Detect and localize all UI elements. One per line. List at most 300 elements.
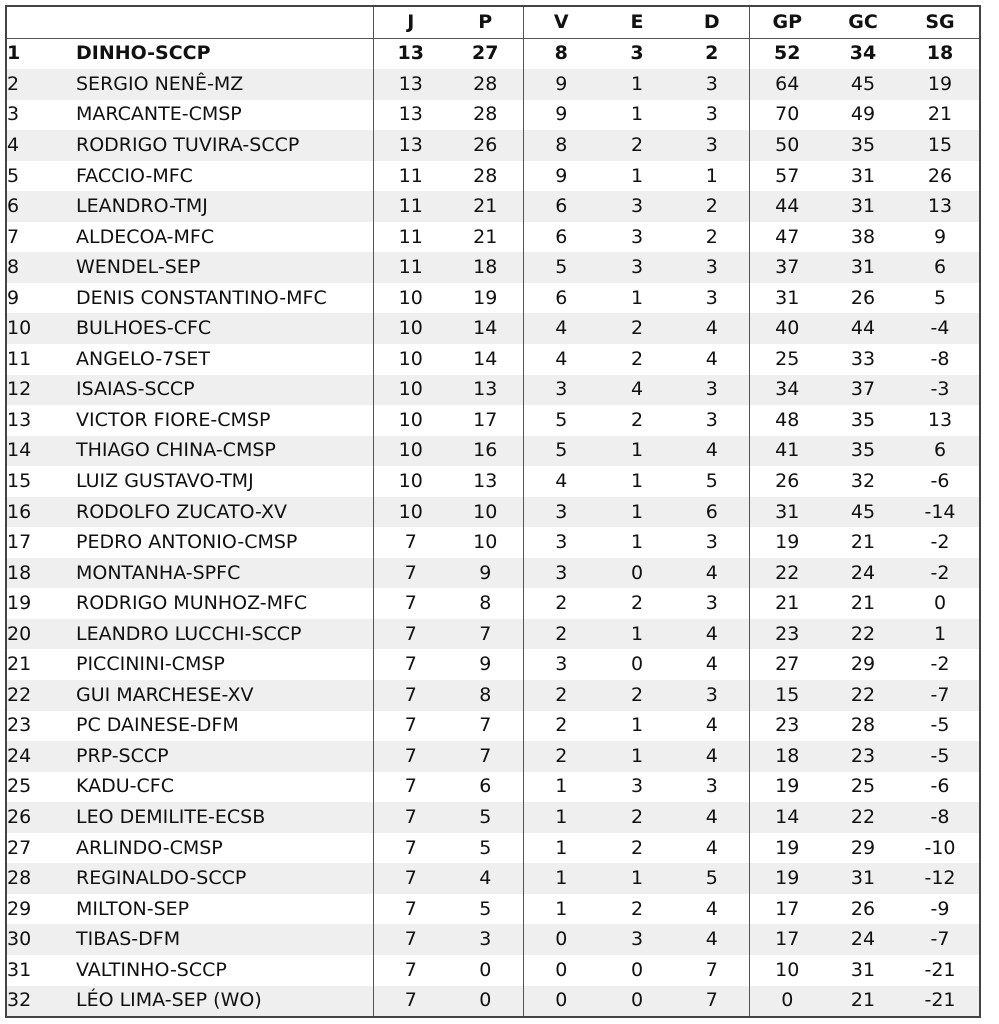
cell-name: PRP-SCCP bbox=[76, 741, 373, 772]
cell-j: 7 bbox=[373, 986, 448, 1018]
cell-gc: 37 bbox=[825, 375, 901, 406]
cell-p: 21 bbox=[473, 225, 498, 248]
cell-pos: 7 bbox=[7, 225, 20, 248]
table-row bbox=[6, 986, 980, 1018]
cell-p: 9 bbox=[448, 558, 523, 589]
cell-gp: 14 bbox=[749, 802, 825, 833]
cell-v: 6 bbox=[523, 222, 599, 253]
header-row bbox=[6, 6, 980, 38]
cell-v: 1 bbox=[523, 802, 599, 833]
cell-e: 2 bbox=[599, 130, 675, 161]
cell-v: 1 bbox=[523, 894, 599, 925]
cell-gc: 34 bbox=[849, 42, 877, 65]
header-d: D bbox=[675, 6, 749, 38]
cell-v: 6 bbox=[523, 191, 599, 222]
table-row bbox=[6, 191, 980, 222]
cell-name: PC DAINESE-DFM bbox=[76, 714, 239, 737]
cell-name: ISAIAS-SCCP bbox=[76, 375, 373, 406]
cell-sg: -7 bbox=[901, 680, 980, 711]
cell-gc: 25 bbox=[850, 775, 876, 798]
cell-j: 7 bbox=[373, 619, 448, 650]
cell-j: 10 bbox=[373, 497, 448, 528]
cell-gp: 23 bbox=[749, 619, 825, 650]
cell-name: MONTANHA-SPFC bbox=[76, 558, 373, 589]
cell-d: 4 bbox=[705, 897, 718, 920]
cell-d: 3 bbox=[705, 531, 718, 554]
table-row bbox=[6, 558, 980, 589]
cell-gp: 47 bbox=[749, 222, 825, 253]
cell-sg: -8 bbox=[930, 347, 950, 370]
cell-name: LUIZ GUSTAVO-TMJ bbox=[76, 469, 254, 492]
cell-pos: 5 bbox=[7, 164, 20, 187]
cell-pos: 23 bbox=[7, 714, 32, 737]
cell-d: 3 bbox=[675, 69, 749, 100]
cell-d: 3 bbox=[675, 375, 749, 406]
cell-v: 9 bbox=[523, 100, 599, 131]
cell-j: 7 bbox=[373, 863, 448, 894]
cell-name: LEO DEMILITE-ECSB bbox=[76, 802, 373, 833]
header-p: P bbox=[448, 6, 523, 38]
cell-name: MARCANTE-CMSP bbox=[76, 103, 242, 126]
cell-e: 1 bbox=[599, 497, 675, 528]
cell-pos: 6 bbox=[6, 191, 76, 222]
table-row bbox=[6, 130, 980, 161]
table-row bbox=[6, 405, 980, 436]
cell-gc: 31 bbox=[825, 191, 901, 222]
cell-gc: 28 bbox=[850, 714, 876, 737]
cell-j: 7 bbox=[373, 772, 448, 803]
cell-p: 0 bbox=[448, 986, 523, 1018]
cell-gc: 35 bbox=[825, 130, 901, 161]
cell-pos: 20 bbox=[6, 619, 76, 650]
cell-e: 3 bbox=[599, 924, 675, 955]
cell-sg: -4 bbox=[901, 313, 980, 344]
cell-sg: 26 bbox=[927, 164, 953, 187]
cell-j: 7 bbox=[373, 527, 448, 558]
cell-gp: 19 bbox=[749, 833, 825, 864]
cell-name: RODOLFO ZUCATO-XV bbox=[76, 497, 373, 528]
cell-name: DENIS CONSTANTINO-MFC bbox=[76, 286, 327, 309]
cell-name: RODRIGO TUVIRA-SCCP bbox=[76, 130, 373, 161]
cell-p: 5 bbox=[448, 802, 523, 833]
cell-pos: 21 bbox=[7, 653, 32, 676]
cell-name: RODRIGO MUNHOZ-MFC bbox=[76, 592, 308, 615]
cell-pos: 12 bbox=[6, 375, 76, 406]
cell-gc: 31 bbox=[850, 958, 876, 981]
cell-v: 3 bbox=[523, 558, 599, 589]
cell-gc: 23 bbox=[825, 741, 901, 772]
cell-gp: 18 bbox=[749, 741, 825, 772]
cell-gc: 32 bbox=[850, 469, 876, 492]
cell-j: 7 bbox=[373, 558, 448, 589]
cell-j: 7 bbox=[373, 833, 448, 864]
cell-v: 1 bbox=[523, 863, 599, 894]
cell-v: 5 bbox=[523, 405, 599, 436]
cell-v: 3 bbox=[523, 497, 599, 528]
table-row bbox=[6, 588, 980, 619]
cell-gp: 17 bbox=[749, 894, 825, 925]
cell-sg: -6 bbox=[930, 775, 950, 798]
cell-j: 13 bbox=[373, 130, 448, 161]
cell-name: LEANDRO LUCCHI-SCCP bbox=[76, 619, 373, 650]
cell-gp: 19 bbox=[749, 863, 825, 894]
cell-gp: 21 bbox=[749, 588, 825, 619]
cell-j: 11 bbox=[373, 222, 448, 253]
cell-j: 7 bbox=[373, 802, 448, 833]
cell-e: 2 bbox=[630, 408, 644, 431]
cell-sg: -2 bbox=[930, 653, 950, 676]
table-row bbox=[6, 833, 980, 864]
cell-e: 1 bbox=[630, 469, 644, 492]
cell-p: 26 bbox=[448, 130, 523, 161]
cell-gc: 26 bbox=[850, 897, 876, 920]
cell-gp: 48 bbox=[749, 405, 825, 436]
cell-p: 13 bbox=[473, 469, 498, 492]
cell-j: 13 bbox=[373, 38, 448, 69]
cell-pos: 9 bbox=[7, 286, 20, 309]
cell-v: 0 bbox=[523, 986, 599, 1018]
cell-sg: 5 bbox=[933, 286, 947, 309]
header-e: E bbox=[599, 6, 675, 38]
cell-sg: -12 bbox=[901, 863, 980, 894]
cell-sg: 6 bbox=[901, 252, 980, 283]
cell-name: ALDECOA-MFC bbox=[76, 225, 215, 248]
cell-sg: -5 bbox=[901, 741, 980, 772]
cell-name: KADU-CFC bbox=[76, 775, 174, 798]
cell-d: 4 bbox=[675, 558, 749, 589]
cell-sg: -2 bbox=[901, 558, 980, 589]
cell-pos: 26 bbox=[6, 802, 76, 833]
cell-d: 2 bbox=[705, 42, 719, 65]
cell-d: 7 bbox=[705, 958, 718, 981]
cell-d: 3 bbox=[675, 252, 749, 283]
cell-e: 1 bbox=[599, 619, 675, 650]
cell-j: 10 bbox=[373, 313, 448, 344]
cell-p: 14 bbox=[448, 313, 523, 344]
cell-d: 4 bbox=[705, 653, 718, 676]
cell-sg: -3 bbox=[901, 375, 980, 406]
cell-v: 1 bbox=[523, 833, 599, 864]
table-row bbox=[6, 497, 980, 528]
cell-e: 3 bbox=[599, 191, 675, 222]
cell-d: 4 bbox=[705, 347, 718, 370]
cell-v: 4 bbox=[523, 313, 599, 344]
cell-pos: 10 bbox=[6, 313, 76, 344]
cell-gp: 50 bbox=[749, 130, 825, 161]
cell-sg: 21 bbox=[927, 103, 953, 126]
cell-name: TIBAS-DFM bbox=[76, 924, 373, 955]
cell-v: 4 bbox=[523, 344, 599, 375]
cell-e: 2 bbox=[599, 802, 675, 833]
cell-gc: 44 bbox=[825, 313, 901, 344]
table-row bbox=[6, 680, 980, 711]
cell-pos: 11 bbox=[7, 347, 32, 370]
cell-p: 17 bbox=[473, 408, 498, 431]
cell-e: 2 bbox=[599, 680, 675, 711]
cell-p: 7 bbox=[448, 619, 523, 650]
cell-gp: 57 bbox=[749, 161, 825, 192]
cell-p: 28 bbox=[473, 164, 498, 187]
cell-v: 5 bbox=[523, 252, 599, 283]
cell-e: 1 bbox=[630, 164, 644, 187]
cell-v: 2 bbox=[523, 619, 599, 650]
cell-gc: 22 bbox=[825, 619, 901, 650]
header-j: J bbox=[373, 6, 448, 38]
cell-pos: 16 bbox=[6, 497, 76, 528]
cell-pos: 17 bbox=[7, 531, 32, 554]
cell-gp: 70 bbox=[749, 100, 825, 131]
cell-gp: 19 bbox=[749, 772, 825, 803]
cell-name: LEANDRO-TMJ bbox=[76, 191, 373, 222]
cell-p: 14 bbox=[473, 347, 498, 370]
cell-v: 3 bbox=[523, 375, 599, 406]
cell-e: 3 bbox=[630, 42, 644, 65]
cell-pos: 27 bbox=[7, 836, 32, 859]
cell-j: 7 bbox=[373, 588, 448, 619]
cell-gp: 52 bbox=[749, 38, 825, 69]
table-row bbox=[6, 527, 980, 558]
cell-gc: 21 bbox=[850, 592, 876, 615]
cell-e: 1 bbox=[630, 103, 644, 126]
cell-v: 5 bbox=[523, 436, 599, 467]
table-row bbox=[6, 313, 980, 344]
cell-j: 10 bbox=[373, 375, 448, 406]
cell-gp: 40 bbox=[749, 313, 825, 344]
cell-j: 7 bbox=[373, 894, 448, 925]
cell-d: 3 bbox=[705, 408, 718, 431]
cell-e: 0 bbox=[630, 958, 644, 981]
cell-name: MILTON-SEP bbox=[76, 897, 190, 920]
cell-d: 4 bbox=[675, 741, 749, 772]
cell-v: 6 bbox=[523, 283, 599, 314]
cell-e: 3 bbox=[630, 775, 644, 798]
cell-v: 2 bbox=[523, 680, 599, 711]
table-row bbox=[6, 69, 980, 100]
cell-v: 0 bbox=[523, 955, 599, 986]
cell-e: 3 bbox=[599, 252, 675, 283]
cell-name: ANGELO-7SET bbox=[76, 347, 210, 370]
cell-j: 7 bbox=[373, 711, 448, 742]
cell-gp: 31 bbox=[749, 283, 825, 314]
cell-gp: 27 bbox=[749, 649, 825, 680]
cell-gc: 31 bbox=[850, 164, 876, 187]
cell-name: BULHOES-CFC bbox=[76, 313, 373, 344]
cell-gc: 35 bbox=[825, 436, 901, 467]
cell-v: 0 bbox=[523, 924, 599, 955]
cell-name: VICTOR FIORE-CMSP bbox=[76, 408, 271, 431]
cell-gc: 22 bbox=[825, 680, 901, 711]
cell-name: GUI MARCHESE-XV bbox=[76, 680, 373, 711]
table-body bbox=[6, 38, 980, 1017]
cell-gc: 45 bbox=[825, 69, 901, 100]
cell-pos: 25 bbox=[7, 775, 32, 798]
cell-name: WENDEL-SEP bbox=[76, 252, 373, 283]
cell-gc: 29 bbox=[850, 836, 876, 859]
cell-e: 2 bbox=[630, 592, 644, 615]
table-row bbox=[6, 894, 980, 925]
cell-pos: 29 bbox=[7, 897, 32, 920]
cell-v: 8 bbox=[523, 130, 599, 161]
table-header bbox=[6, 6, 980, 38]
header-gc: GC bbox=[825, 6, 901, 38]
cell-j: 7 bbox=[373, 924, 448, 955]
cell-sg: 15 bbox=[901, 130, 980, 161]
cell-gp: 31 bbox=[749, 497, 825, 528]
table-row bbox=[6, 955, 980, 986]
cell-gp: 34 bbox=[749, 375, 825, 406]
cell-j: 10 bbox=[373, 283, 448, 314]
table-row bbox=[6, 924, 980, 955]
cell-sg: 0 bbox=[933, 592, 947, 615]
cell-e: 1 bbox=[599, 69, 675, 100]
cell-name: PICCININI-CMSP bbox=[76, 653, 225, 676]
cell-gc: 26 bbox=[850, 286, 876, 309]
cell-name: LÉO LIMA-SEP (WO) bbox=[76, 986, 373, 1018]
cell-v: 3 bbox=[523, 649, 599, 680]
cell-gp: 26 bbox=[749, 466, 825, 497]
cell-sg: 1 bbox=[901, 619, 980, 650]
cell-j: 10 bbox=[373, 405, 448, 436]
cell-j: 13 bbox=[373, 100, 448, 131]
cell-v: 1 bbox=[523, 772, 599, 803]
cell-j: 11 bbox=[373, 252, 448, 283]
cell-v: 2 bbox=[523, 588, 599, 619]
cell-e: 0 bbox=[599, 558, 675, 589]
cell-sg: -7 bbox=[901, 924, 980, 955]
cell-gp: 41 bbox=[749, 436, 825, 467]
cell-d: 6 bbox=[675, 497, 749, 528]
cell-gp: 23 bbox=[749, 711, 825, 742]
cell-name: ARLINDO-CMSP bbox=[76, 836, 223, 859]
cell-p: 27 bbox=[472, 42, 499, 65]
cell-e: 1 bbox=[630, 531, 644, 554]
cell-d: 3 bbox=[675, 130, 749, 161]
cell-sg: 9 bbox=[933, 225, 947, 248]
cell-j: 10 bbox=[373, 344, 448, 375]
cell-v: 9 bbox=[523, 69, 599, 100]
table-row bbox=[6, 100, 980, 131]
cell-sg: -9 bbox=[930, 897, 950, 920]
cell-sg: 13 bbox=[901, 191, 980, 222]
cell-name: VALTINHO-SCCP bbox=[76, 958, 227, 981]
cell-gp: 17 bbox=[749, 924, 825, 955]
cell-gc: 35 bbox=[850, 408, 876, 431]
cell-d: 4 bbox=[675, 619, 749, 650]
cell-v: 8 bbox=[523, 38, 599, 69]
cell-p: 7 bbox=[448, 741, 523, 772]
cell-e: 1 bbox=[599, 863, 675, 894]
cell-gc: 21 bbox=[825, 986, 901, 1018]
cell-p: 4 bbox=[448, 863, 523, 894]
cell-e: 3 bbox=[630, 225, 644, 248]
cell-v: 4 bbox=[523, 466, 599, 497]
table-row bbox=[6, 802, 980, 833]
cell-gc: 31 bbox=[825, 863, 901, 894]
cell-j: 10 bbox=[373, 466, 448, 497]
cell-pos: 8 bbox=[6, 252, 76, 283]
cell-p: 6 bbox=[479, 775, 492, 798]
cell-pos: 31 bbox=[7, 958, 32, 981]
cell-gp: 64 bbox=[749, 69, 825, 100]
cell-e: 1 bbox=[599, 436, 675, 467]
cell-pos: 4 bbox=[6, 130, 76, 161]
cell-p: 28 bbox=[448, 69, 523, 100]
cell-gp: 0 bbox=[749, 986, 825, 1018]
cell-gc: 31 bbox=[825, 252, 901, 283]
cell-p: 5 bbox=[479, 836, 492, 859]
cell-gp: 44 bbox=[749, 191, 825, 222]
cell-sg: -5 bbox=[930, 714, 950, 737]
table-row bbox=[6, 649, 980, 680]
cell-gc: 29 bbox=[850, 653, 876, 676]
cell-p: 7 bbox=[479, 714, 492, 737]
cell-sg: 13 bbox=[927, 408, 953, 431]
cell-d: 5 bbox=[705, 469, 718, 492]
table-row bbox=[6, 252, 980, 283]
cell-name: THIAGO CHINA-CMSP bbox=[76, 436, 373, 467]
cell-pos: 2 bbox=[6, 69, 76, 100]
cell-e: 0 bbox=[630, 653, 644, 676]
cell-p: 0 bbox=[479, 958, 492, 981]
header-pos bbox=[6, 6, 76, 38]
cell-d: 2 bbox=[705, 225, 718, 248]
table-row bbox=[6, 222, 980, 253]
cell-gp: 19 bbox=[749, 527, 825, 558]
cell-e: 2 bbox=[630, 347, 644, 370]
cell-p: 10 bbox=[448, 497, 523, 528]
cell-e: 1 bbox=[630, 286, 644, 309]
cell-v: 2 bbox=[523, 711, 599, 742]
cell-gc: 45 bbox=[825, 497, 901, 528]
cell-e: 1 bbox=[630, 714, 644, 737]
cell-pos: 3 bbox=[7, 103, 20, 126]
cell-j: 7 bbox=[373, 680, 448, 711]
cell-gp: 10 bbox=[749, 955, 825, 986]
cell-d: 3 bbox=[675, 680, 749, 711]
cell-d: 3 bbox=[705, 103, 718, 126]
cell-pos: 1 bbox=[7, 42, 21, 65]
cell-j: 7 bbox=[373, 649, 448, 680]
table-row bbox=[6, 711, 980, 742]
cell-d: 7 bbox=[675, 986, 749, 1018]
cell-p: 16 bbox=[448, 436, 523, 467]
cell-p: 3 bbox=[448, 924, 523, 955]
cell-sg: -14 bbox=[901, 497, 980, 528]
cell-pos: 30 bbox=[6, 924, 76, 955]
cell-d: 4 bbox=[705, 714, 718, 737]
cell-gc: 33 bbox=[850, 347, 876, 370]
cell-d: 4 bbox=[675, 802, 749, 833]
standings-table bbox=[5, 5, 981, 1018]
cell-d: 3 bbox=[705, 775, 718, 798]
cell-e: 2 bbox=[630, 897, 644, 920]
cell-d: 4 bbox=[675, 924, 749, 955]
table-row bbox=[6, 772, 980, 803]
cell-j: 7 bbox=[373, 955, 448, 986]
cell-p: 19 bbox=[473, 286, 498, 309]
cell-sg: -2 bbox=[930, 531, 950, 554]
cell-pos: 14 bbox=[6, 436, 76, 467]
table-row bbox=[6, 619, 980, 650]
cell-sg: 6 bbox=[901, 436, 980, 467]
cell-d: 3 bbox=[705, 592, 718, 615]
cell-sg: 19 bbox=[901, 69, 980, 100]
cell-v: 3 bbox=[523, 527, 599, 558]
cell-pos: 32 bbox=[6, 986, 76, 1018]
cell-e: 2 bbox=[630, 836, 644, 859]
cell-name: DINHO-SCCP bbox=[76, 42, 211, 65]
cell-gp: 25 bbox=[749, 344, 825, 375]
